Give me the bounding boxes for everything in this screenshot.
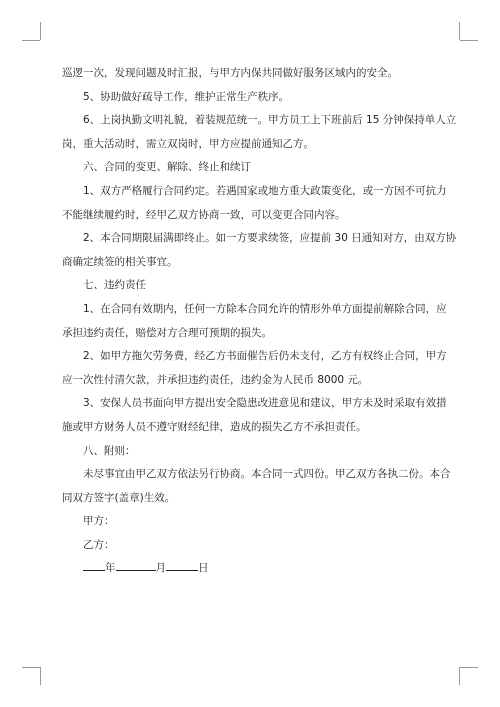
text-line: 2、本合同期限届满即终止。如一方要求续签，应提前 30 日通知对方，由双方协	[83, 232, 457, 245]
text-line: 施或甲方财务人员不遵守财经纪律，造成的损失乙方不承担责任。	[62, 420, 367, 433]
crop-mark-top-right-h	[460, 40, 478, 41]
text-line: 1、在合同有效期内，任何一方除本合同允许的情形外单方面提前解除合同，应	[83, 302, 447, 315]
section-heading: 八、附则：	[83, 444, 136, 457]
year-blank	[83, 557, 105, 571]
party-b-label: 乙方：	[83, 538, 115, 551]
text-line: 1、双方严格履行合同约定。若遇国家或地方重大政策变化，或一方因不可抗力	[83, 184, 447, 197]
text-line: 不能继续履约时，经甲乙双方协商一致，可以变更合同内容。	[62, 208, 346, 221]
text-line: 巡逻一次，发现问题及时汇报，与甲方内保共同做好服务区域内的安全。	[62, 67, 398, 79]
text-line: 6、上岗执勤文明礼貌，着装规范统一。甲方员工上下班前后 15 分钟保持单人立	[83, 114, 457, 127]
day-label: 日	[198, 562, 209, 575]
crop-mark-bottom-left-h	[22, 667, 40, 668]
text-line: 承担违约责任，赔偿对方合理可预期的损失。	[62, 326, 272, 339]
text-line: 3、安保人员书面向甲方提出安全隐患改进意见和建议，甲方未及时采取有效措	[83, 397, 447, 410]
text-line: 应一次性付清欠款，并承担违约责任，违约金为人民币 8000 元。	[62, 373, 369, 386]
crop-mark-bottom-left-v	[40, 667, 41, 685]
document-body	[62, 62, 457, 581]
text-line: 5、协助做好疏导工作，维护正常生产秩序。	[83, 90, 290, 103]
text-line: 2、如甲方拖欠劳务费，经乙方书面催告后仍未支付，乙方有权终止合同，甲方	[83, 350, 447, 363]
text-line: 未尽事宜由甲乙双方依法另行协商。本合同一式四份。甲乙双方各执二份。本合	[83, 468, 451, 481]
crop-mark-bottom-right-v	[459, 667, 460, 685]
crop-mark-top-right-v	[459, 22, 460, 40]
text-line: 同双方签字(盖章)生效。	[62, 491, 176, 504]
text-line: 商确定续签的相关事宜。	[62, 255, 178, 268]
party-a-label: 甲方：	[83, 515, 115, 528]
month-blank	[116, 557, 156, 571]
crop-mark-top-left-v	[40, 22, 41, 40]
crop-mark-top-left-h	[22, 40, 40, 41]
crop-mark-bottom-right-h	[460, 667, 478, 668]
section-heading: 六、合同的变更、解除、终止和续订	[83, 161, 251, 174]
text-line: 岗，重大活动时，需立双岗时，甲方应提前通知乙方。	[62, 137, 314, 150]
section-heading: 七、违约责任	[83, 279, 146, 292]
signature-date-line	[62, 557, 450, 581]
year-label: 年	[105, 562, 116, 575]
month-label: 月	[155, 562, 166, 575]
day-blank	[166, 557, 198, 571]
